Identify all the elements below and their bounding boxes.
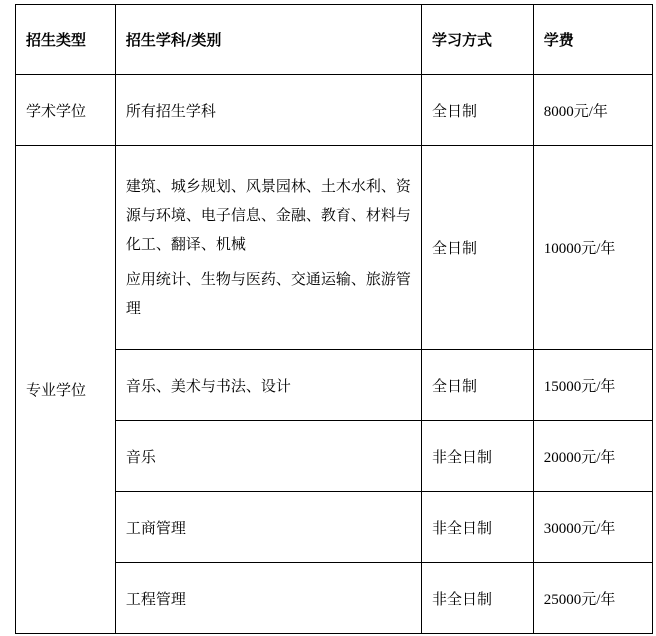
cell-subjects: 工程管理 [115, 563, 421, 634]
cell-mode: 非全日制 [422, 421, 534, 492]
header-mode: 学习方式 [422, 5, 534, 75]
cell-fee: 15000元/年 [533, 350, 652, 421]
cell-mode: 非全日制 [422, 563, 534, 634]
cell-mode: 非全日制 [422, 492, 534, 563]
cell-mode: 全日制 [422, 350, 534, 421]
header-type: 招生类型 [16, 5, 116, 75]
cell-fee: 20000元/年 [533, 421, 652, 492]
subjects-group-a: 建筑、城乡规划、风景园林、土木水利、资源与环境、电子信息、金融、教育、材料与化工、翻译、机械 [125, 177, 411, 253]
subjects-group-b: 应用统计、生物与医药、交通运输、旅游管理 [125, 270, 411, 317]
cell-fee: 25000元/年 [533, 563, 652, 634]
header-fee: 学费 [533, 5, 652, 75]
cell-subjects: 所有招生学科 [115, 75, 421, 146]
cell-fee: 8000元/年 [533, 75, 652, 146]
table-row [16, 146, 653, 350]
tuition-table [15, 4, 653, 634]
cell-subjects: 音乐 [115, 421, 421, 492]
cell-mode: 全日制 [422, 146, 534, 350]
cell-type-academic: 学术学位 [16, 75, 116, 146]
cell-fee: 10000元/年 [533, 146, 652, 350]
cell-fee: 30000元/年 [533, 492, 652, 563]
cell-subjects [115, 146, 421, 350]
header-subjects: 招生学科/类别 [115, 5, 421, 75]
cell-subjects: 音乐、美术与书法、设计 [115, 350, 421, 421]
cell-type-professional: 专业学位 [16, 146, 116, 634]
cell-mode: 全日制 [422, 75, 534, 146]
cell-subjects: 工商管理 [115, 492, 421, 563]
header-row [16, 5, 653, 75]
table-row [16, 75, 653, 146]
